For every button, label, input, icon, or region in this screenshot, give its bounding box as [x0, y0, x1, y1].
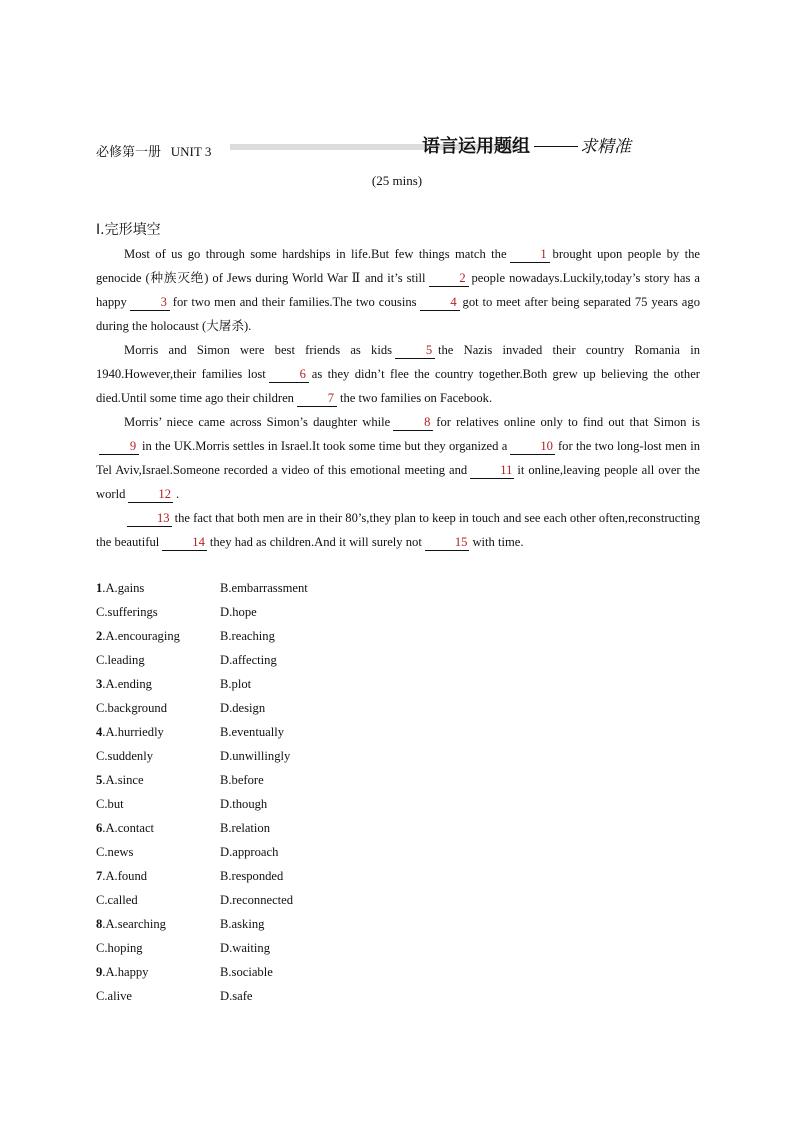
blank-6[interactable]: 6: [269, 367, 309, 383]
blank-2[interactable]: 2: [429, 271, 469, 287]
header-unit: UNIT 3: [170, 144, 212, 159]
option-a[interactable]: 2.A.encouraging: [96, 629, 180, 643]
question-3-row-cd: [96, 696, 426, 720]
question-options: [96, 576, 426, 1008]
time-limit: (25 mins): [371, 173, 423, 188]
option-c[interactable]: C.leading: [96, 653, 145, 667]
option-c[interactable]: C.hoping: [96, 941, 143, 955]
question-4-row-ab: [96, 720, 426, 744]
passage-text: Morris and Simon were best friends as kids: [124, 343, 393, 357]
option-c[interactable]: C.called: [96, 893, 138, 907]
header-dash: [534, 146, 578, 147]
passage-text: got to meet after being separated 75 years ago during the holocaust (大屠杀).: [96, 295, 700, 333]
option-a-label: A.searching: [105, 917, 166, 931]
question-number: 7: [96, 869, 103, 883]
option-d[interactable]: D.affecting: [220, 653, 277, 667]
page-header: [96, 132, 696, 160]
passage-text: brought upon people by the genocide (种族灭绝) of Jews during World War Ⅱ and it’s still: [96, 247, 700, 285]
question-7-row-ab: [96, 864, 426, 888]
blank-10[interactable]: 10: [510, 439, 555, 455]
section-title: Ⅰ.完形填空: [96, 222, 161, 238]
option-d[interactable]: D.design: [220, 701, 266, 715]
question-3-row-ab: [96, 672, 426, 696]
question-7-row-cd: [96, 888, 426, 912]
option-a[interactable]: 6.A.contact: [96, 821, 155, 835]
option-d[interactable]: D.safe: [220, 989, 253, 1003]
question-1-row-cd: [96, 600, 426, 624]
passage-paragraph: [96, 410, 700, 506]
option-a-label: A.gains: [105, 581, 145, 595]
question-5-row-cd: [96, 792, 426, 816]
option-a[interactable]: 8.A.searching: [96, 917, 166, 931]
passage-paragraph: [96, 242, 700, 338]
passage-text: with time.: [472, 535, 524, 549]
option-b[interactable]: B.plot: [220, 677, 252, 691]
option-c[interactable]: C.news: [96, 845, 134, 859]
question-number: 6: [96, 821, 103, 835]
passage-paragraph: [96, 338, 700, 410]
option-b[interactable]: B.relation: [220, 821, 271, 835]
blank-14[interactable]: 14: [162, 535, 207, 551]
question-number: 5: [96, 773, 103, 787]
header-book: 必修第一册: [96, 144, 162, 159]
option-d[interactable]: D.waiting: [220, 941, 271, 955]
passage-text: they had as children.And it will surely not: [209, 535, 422, 549]
question-number: 8: [96, 917, 103, 931]
passage-text: as they didn’t flee the country together.Both grew up believing the other died.Until some time ago their children: [96, 367, 700, 405]
question-4-row-cd: [96, 744, 426, 768]
option-b[interactable]: B.eventually: [220, 725, 285, 739]
option-a[interactable]: 7.A.found: [96, 869, 148, 883]
option-a-label: A.found: [105, 869, 148, 883]
question-1-row-ab: [96, 576, 426, 600]
blank-11[interactable]: 11: [470, 463, 514, 479]
option-b[interactable]: B.before: [220, 773, 264, 787]
question-2-row-cd: [96, 648, 426, 672]
question-number: 4: [96, 725, 103, 739]
blank-8[interactable]: 8: [393, 415, 433, 431]
option-b[interactable]: B.responded: [220, 869, 284, 883]
question-6-row-cd: [96, 840, 426, 864]
option-c[interactable]: C.background: [96, 701, 167, 715]
option-d[interactable]: D.approach: [220, 845, 279, 859]
option-a[interactable]: 1.A.gains: [96, 581, 145, 595]
option-a[interactable]: 3.A.ending: [96, 677, 152, 691]
option-b[interactable]: B.reaching: [220, 629, 275, 643]
blank-4[interactable]: 4: [420, 295, 460, 311]
blank-7[interactable]: 7: [297, 391, 337, 407]
question-9-row-ab: [96, 960, 426, 984]
option-d[interactable]: D.reconnected: [220, 893, 294, 907]
passage-text: the Nazis invaded their country Romania in 1940.However,their families lost: [96, 343, 700, 381]
blank-12[interactable]: 12: [128, 487, 173, 503]
passage-text: the two families on Facebook.: [339, 391, 493, 405]
option-d[interactable]: D.unwillingly: [220, 749, 291, 763]
passage-text: for the two long-lost men in Tel Aviv,Israel.Someone recorded a video of this emotional meeting and: [96, 439, 700, 477]
question-8-row-cd: [96, 936, 426, 960]
option-a[interactable]: 9.A.happy: [96, 965, 149, 979]
header-title: [422, 132, 631, 158]
option-d[interactable]: D.though: [220, 797, 268, 811]
passage-text: for relatives online only to find out that Simon is: [436, 415, 700, 429]
option-a[interactable]: 5.A.since: [96, 773, 144, 787]
question-8-row-ab: [96, 912, 426, 936]
option-a-label: A.contact: [105, 821, 155, 835]
passage-text: the fact that both men are in their 80’s,they plan to keep in touch and see each other often,reconstructing the beautiful: [96, 511, 700, 549]
option-c[interactable]: C.sufferings: [96, 605, 158, 619]
blank-13[interactable]: 13: [127, 511, 172, 527]
option-a-label: A.happy: [105, 965, 149, 979]
question-number: 2: [96, 629, 103, 643]
blank-3[interactable]: 3: [130, 295, 170, 311]
blank-5[interactable]: 5: [395, 343, 435, 359]
blank-15[interactable]: 15: [425, 535, 470, 551]
question-number: 1: [96, 581, 103, 595]
question-6-row-ab: [96, 816, 426, 840]
passage-text: .: [175, 487, 180, 501]
option-a-label: A.since: [105, 773, 144, 787]
passage-paragraph: [96, 506, 700, 554]
option-a[interactable]: 4.A.hurriedly: [96, 725, 164, 739]
option-c[interactable]: C.but: [96, 797, 124, 811]
option-b[interactable]: B.asking: [220, 917, 265, 931]
option-b[interactable]: B.embarrassment: [220, 581, 308, 595]
passage-text: Most of us go through some hardships in life.But few things match the: [124, 247, 507, 261]
passage-text: for two men and their families.The two cousins: [172, 295, 417, 309]
question-5-row-ab: [96, 768, 426, 792]
header-book-unit: [96, 141, 211, 160]
header-subtitle: 求精准: [580, 137, 631, 157]
option-b[interactable]: B.sociable: [220, 965, 273, 979]
passage-text: people nowadays.Luckily,today’s story has a happy: [96, 271, 701, 309]
option-a-label: A.ending: [105, 677, 152, 691]
passage-text: it online,leaving people all over the world: [96, 463, 701, 501]
option-c[interactable]: C.alive: [96, 989, 133, 1003]
question-number: 9: [96, 965, 103, 979]
question-9-row-cd: [96, 984, 426, 1008]
question-2-row-ab: [96, 624, 426, 648]
blank-1[interactable]: 1: [510, 247, 550, 263]
option-c[interactable]: C.suddenly: [96, 749, 154, 763]
option-d[interactable]: D.hope: [220, 605, 257, 619]
option-a-label: A.hurriedly: [105, 725, 164, 739]
cloze-passage: [96, 242, 700, 554]
blank-9[interactable]: 9: [99, 439, 139, 455]
header-title-text: 语言运用题组: [422, 136, 530, 157]
option-a-label: A.encouraging: [105, 629, 180, 643]
passage-text: in the UK.Morris settles in Israel.It took some time but they organized a: [142, 439, 508, 453]
question-number: 3: [96, 677, 103, 691]
passage-text: Morris’ niece came across Simon’s daughter while: [124, 415, 391, 429]
